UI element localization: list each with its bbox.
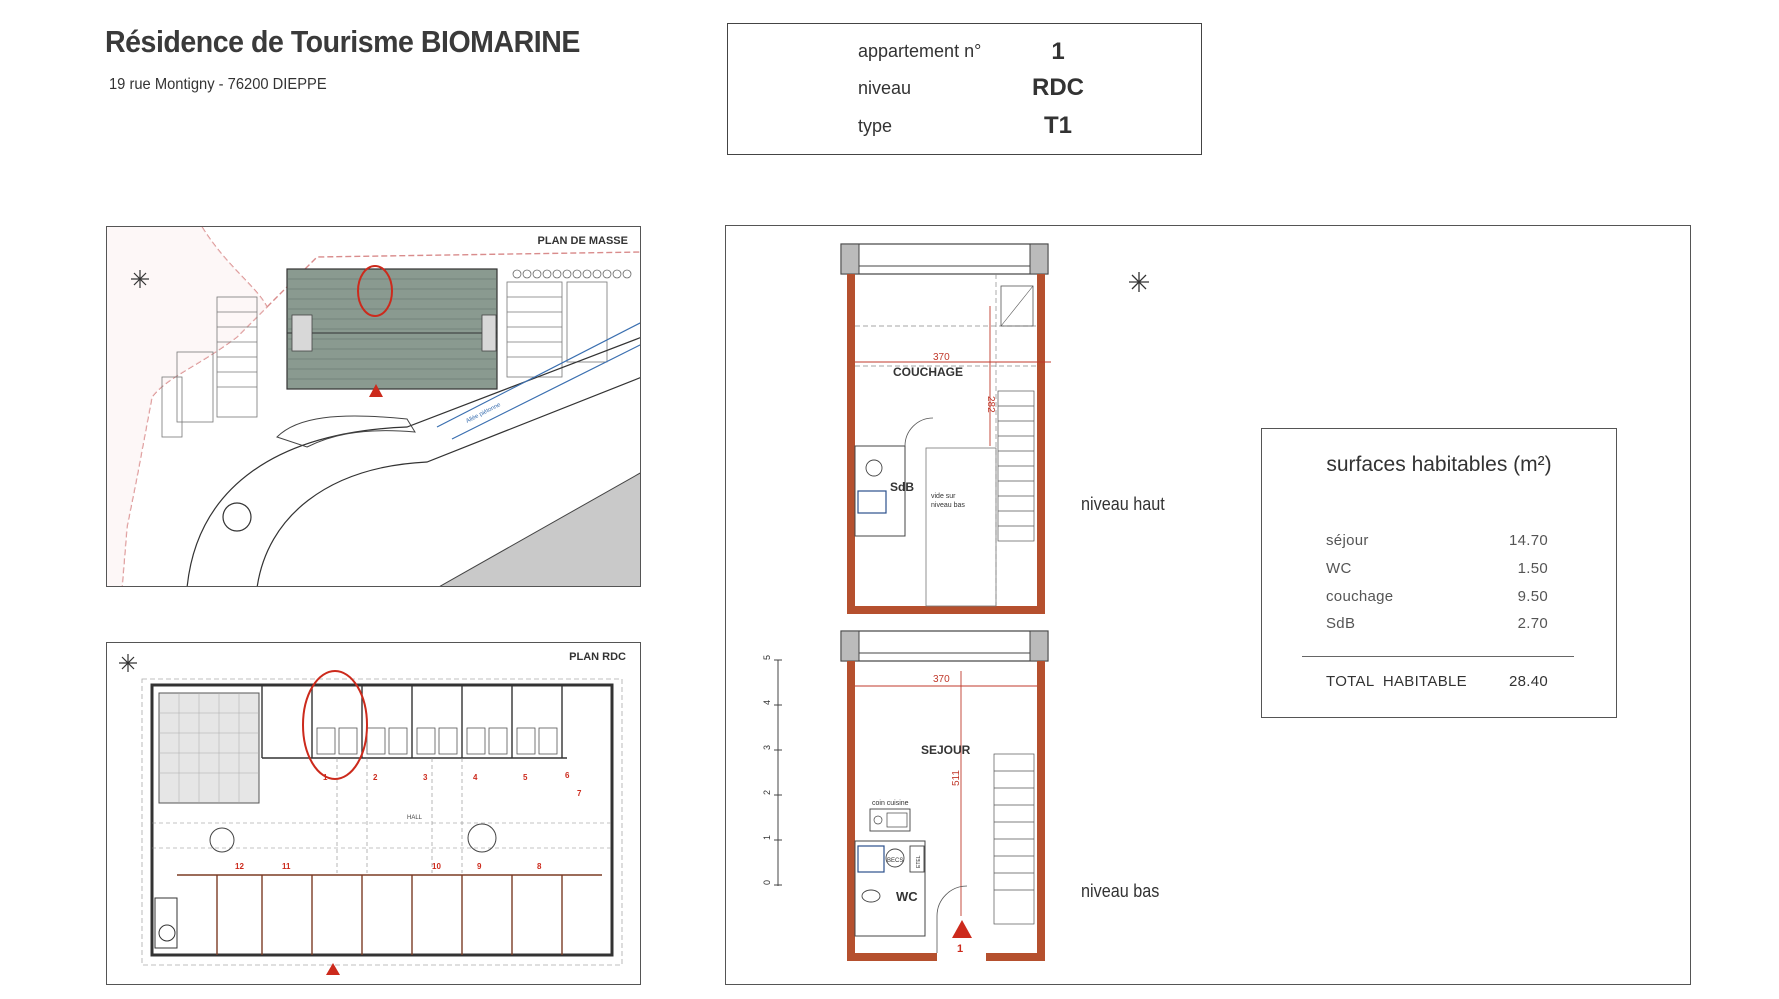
surface-row: [1326, 588, 1548, 605]
apartment-label: appartement n°: [858, 41, 982, 61]
surface-label: WC: [1326, 560, 1352, 577]
lower-height-dim: 511: [951, 770, 962, 786]
type-label: type: [858, 116, 893, 136]
sejour-label: SEJOUR: [921, 743, 971, 757]
total-row: [1326, 673, 1548, 690]
bath-label: SdB: [890, 480, 914, 494]
scale-bar: [762, 655, 782, 886]
surface-row: [1326, 615, 1548, 632]
level-value: RDC: [1032, 74, 1084, 101]
lower-level-label: niveau bas: [1081, 881, 1160, 901]
elec-label: ETEL: [916, 855, 922, 868]
total-value: 28.40: [1508, 673, 1548, 690]
room-number: 7: [577, 789, 582, 798]
surface-value: 9.50: [1517, 588, 1548, 605]
surface-row: [1326, 560, 1548, 577]
scale-tick: 5: [762, 654, 772, 660]
room-number: 10: [432, 862, 441, 871]
room-number: 4: [473, 773, 478, 782]
scale-tick: 3: [762, 744, 772, 750]
site-plan: [106, 226, 641, 587]
room-number: 8: [537, 862, 542, 871]
scale-tick: 1: [762, 834, 772, 840]
surface-row: [1326, 532, 1548, 549]
address: 19 rue Montigny - 76200 DIEPPE: [109, 76, 327, 93]
surfaces-title: surfaces habitables (m²): [1326, 453, 1552, 476]
hall-label: HALL: [407, 815, 423, 821]
lower-width-dim: 370: [933, 674, 950, 685]
ground-floor-plan: [106, 642, 641, 985]
wc-label: WC: [896, 889, 918, 904]
ground-plan-drawing: [107, 643, 641, 985]
apartment-info-box: [727, 23, 1202, 155]
room-number: 5: [523, 773, 528, 782]
room-number: 9: [477, 862, 482, 871]
upper-height-dim: 282: [985, 396, 996, 413]
upper-width-dim: 370: [933, 352, 950, 363]
scale-tick: 0: [762, 879, 772, 885]
room-number: 1: [323, 773, 328, 782]
void-label-1: vide sur: [931, 493, 956, 500]
entrance-marker-icon: [952, 920, 972, 938]
lower-level-plan: [841, 631, 1048, 961]
upper-level-label: niveau haut: [1081, 494, 1165, 514]
couchage-label: COUCHAGE: [893, 365, 964, 379]
surface-label: SdB: [1326, 615, 1356, 632]
site-plan-drawing: [107, 227, 641, 587]
room-number: 6: [565, 771, 570, 780]
scale-tick: 2: [762, 789, 772, 795]
entry-number: 1: [957, 943, 964, 955]
void-label-2: niveau bas: [931, 502, 965, 509]
total-divider: [1302, 656, 1574, 657]
ecs-label: BECS: [887, 858, 904, 864]
apartment-number: 1: [1051, 38, 1065, 65]
room-number: 12: [235, 862, 244, 871]
street-label: Allée piétonne: [465, 402, 502, 425]
document-title: Résidence de Tourisme BIOMARINE: [105, 24, 580, 59]
upper-level-plan: [841, 244, 1051, 614]
room-number: 3: [423, 773, 428, 782]
surfaces-table: [1261, 428, 1617, 718]
total-label: TOTAL HABITABLE: [1326, 673, 1467, 690]
surface-value: 14.70: [1508, 532, 1548, 549]
site-plan-label: PLAN DE MASSE: [537, 235, 628, 247]
surface-label: couchage: [1326, 588, 1394, 605]
north-compass-icon: [119, 654, 137, 672]
type-value: T1: [1043, 112, 1072, 139]
level-label: niveau: [858, 78, 912, 98]
surface-label: séjour: [1326, 532, 1369, 549]
north-compass-icon: [1129, 272, 1149, 292]
kitchen-label: coin cuisine: [872, 800, 909, 807]
room-number: 2: [373, 773, 378, 782]
ground-plan-label: PLAN RDC: [569, 651, 626, 663]
surface-value: 2.70: [1517, 615, 1548, 632]
scale-tick: 4: [762, 699, 772, 705]
room-number: 11: [282, 862, 291, 871]
surface-value: 1.50: [1517, 560, 1548, 577]
